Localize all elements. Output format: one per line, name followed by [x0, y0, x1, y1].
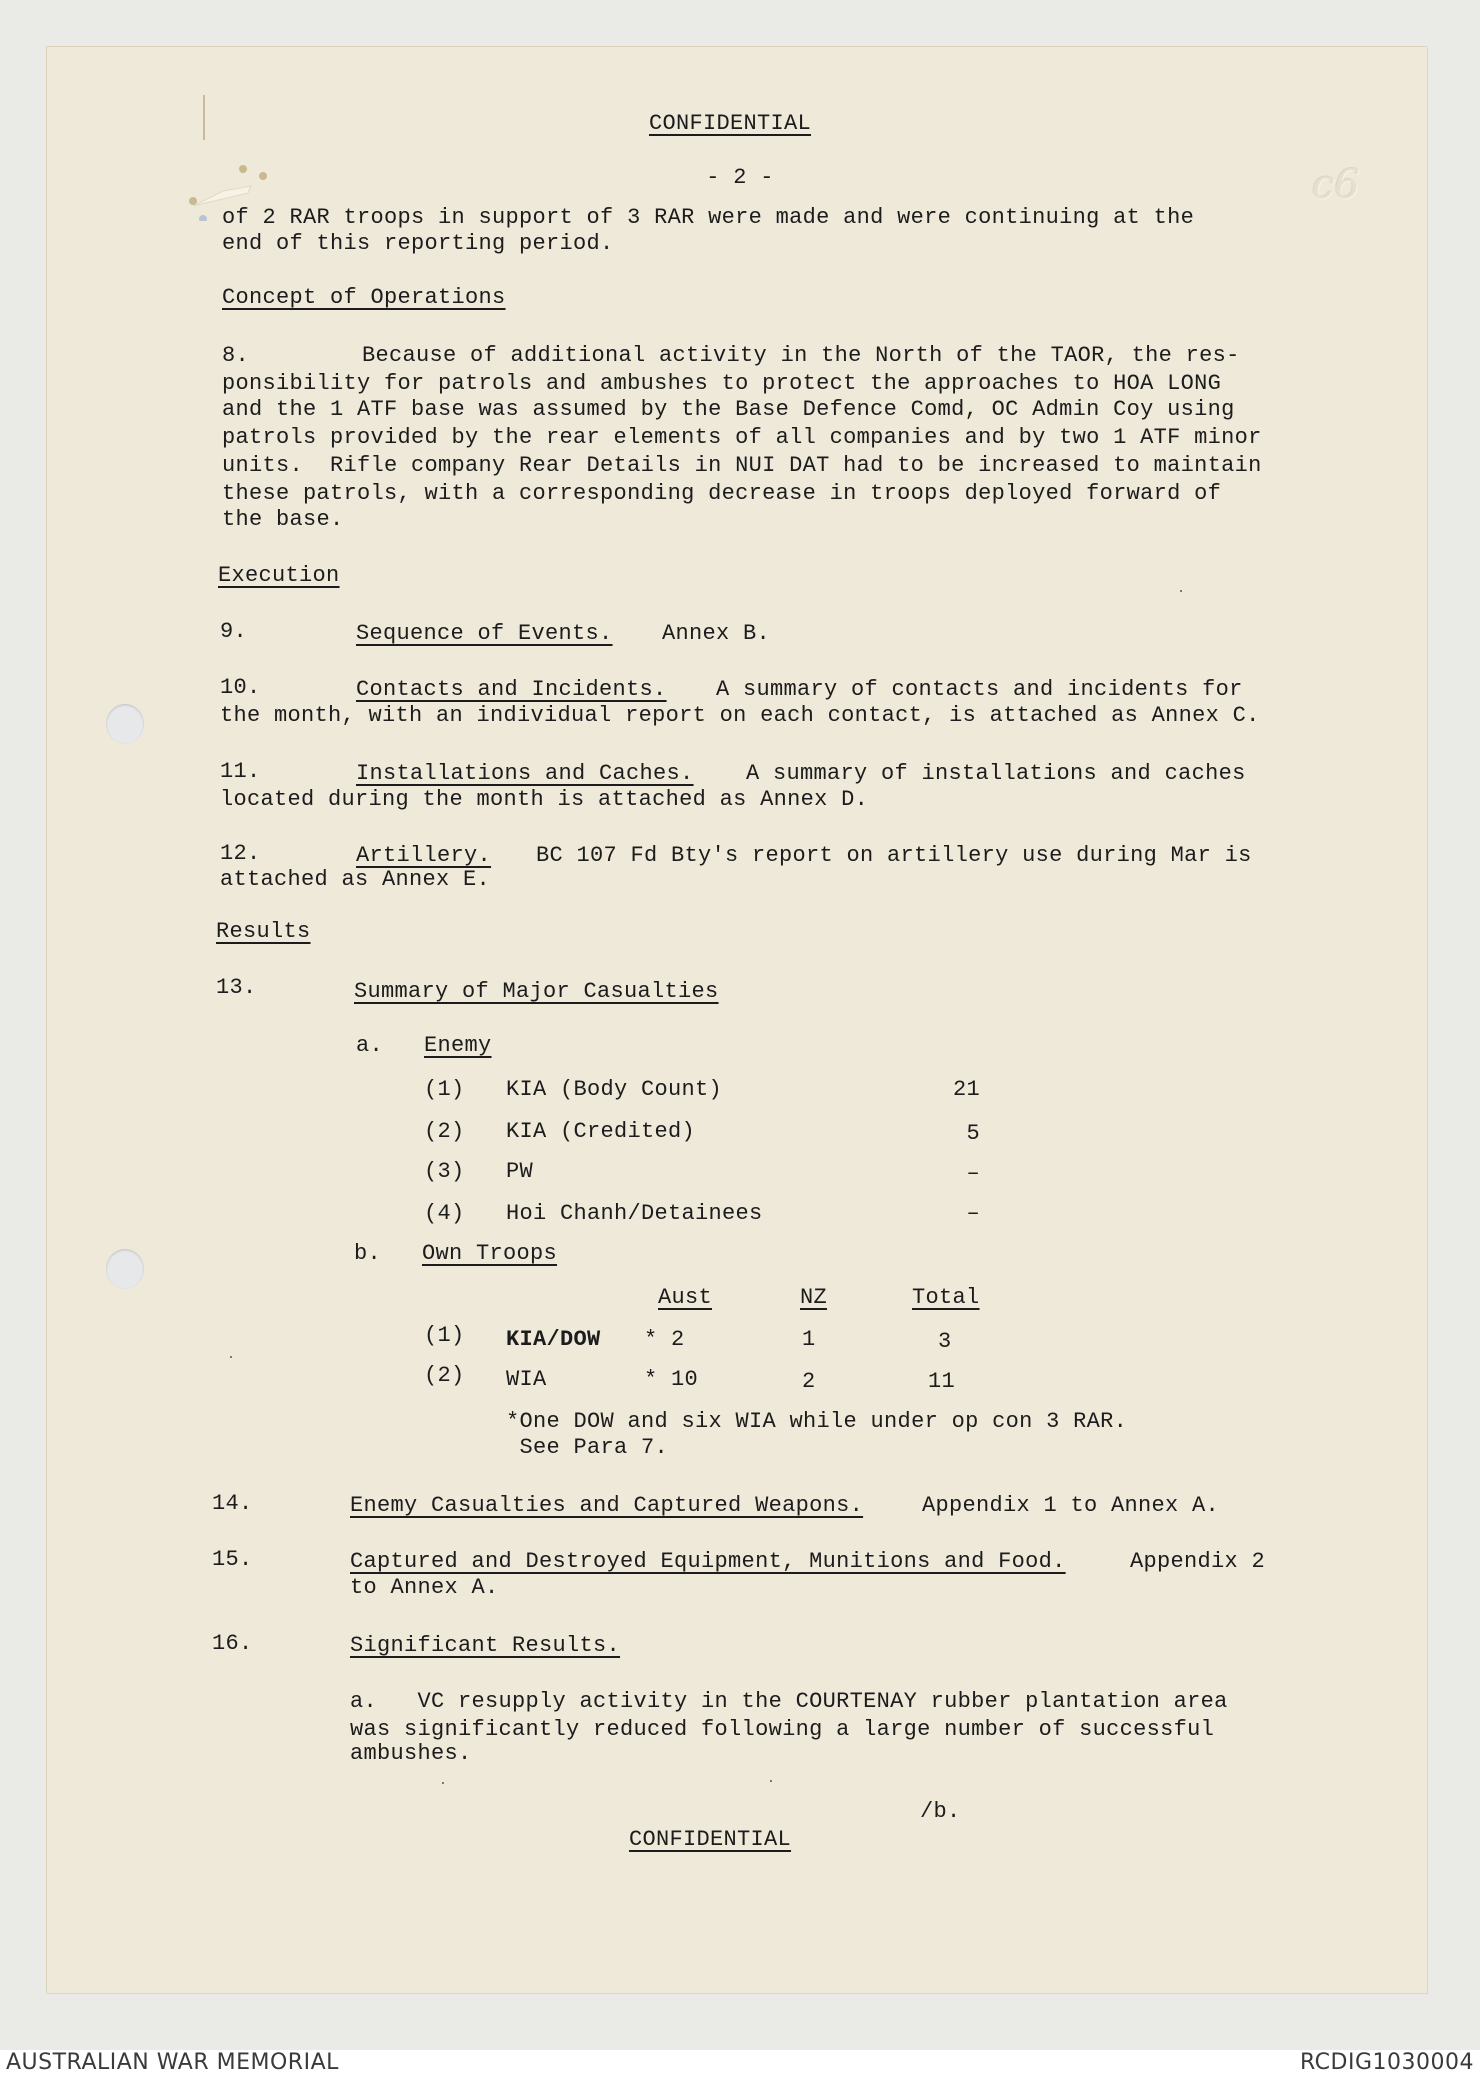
- sub-label: a.: [356, 1033, 384, 1058]
- row-value: 21: [952, 1077, 980, 1102]
- para-number: 13.: [216, 975, 257, 1000]
- row-number: (4): [424, 1201, 465, 1226]
- para-line: ambushes.: [350, 1741, 472, 1766]
- intro-line: of 2 RAR troops in support of 3 RAR were made and were continuing at the: [222, 205, 1195, 230]
- row-aust: * 2: [644, 1327, 685, 1352]
- para-line: to Annex A.: [350, 1575, 499, 1600]
- continuation-marker: /b.: [920, 1799, 961, 1824]
- row-number: (1): [424, 1077, 465, 1102]
- classification-header: CONFIDENTIAL: [648, 111, 812, 136]
- para-title: Sequence of Events.: [356, 621, 613, 646]
- para-title: Significant Results.: [350, 1633, 621, 1658]
- punch-hole-bottom: [106, 1249, 144, 1289]
- section-heading-results: Results: [216, 919, 311, 944]
- section-heading-concept: Concept of Operations: [222, 285, 506, 310]
- para-title: Enemy Casualties and Captured Weapons.: [350, 1493, 864, 1518]
- para-number: 16.: [212, 1631, 253, 1656]
- row-label: PW: [506, 1159, 534, 1184]
- para-title: Contacts and Incidents.: [356, 677, 667, 702]
- row-label: KIA (Credited): [506, 1119, 696, 1144]
- column-header: NZ: [800, 1285, 828, 1310]
- row-total: 11: [928, 1369, 956, 1394]
- row-value: –: [966, 1161, 980, 1186]
- footnote-line: *One DOW and six WIA while under op con 3 RAR.: [506, 1409, 1128, 1434]
- punch-hole-top: [106, 704, 144, 744]
- column-header: Total: [912, 1285, 980, 1310]
- paper-speck: [770, 1780, 772, 1782]
- row-label: KIA/DOW: [506, 1327, 601, 1352]
- para-text: Appendix 2: [1130, 1549, 1266, 1574]
- row-number: (2): [424, 1119, 465, 1144]
- section-heading-execution: Execution: [218, 563, 340, 588]
- para-text: BC 107 Fd Bty's report on artillery use during Mar is: [536, 843, 1252, 868]
- para-line: patrols provided by the rear elements of all companies and by two 1 ATF minor: [222, 425, 1262, 450]
- institution-label: AUSTRALIAN WAR MEMORIAL: [6, 2050, 339, 2075]
- paper-speck: [230, 1356, 232, 1358]
- row-number: (1): [424, 1323, 465, 1348]
- para-title: Artillery.: [356, 843, 492, 868]
- para-line: attached as Annex E.: [220, 867, 491, 892]
- para-text: Appendix 1 to Annex A.: [922, 1493, 1220, 1518]
- para-line: Because of additional activity in the North of the TAOR, the res-: [362, 343, 1240, 368]
- row-label: Hoi Chanh/Detainees: [506, 1201, 763, 1226]
- footnote-line: See Para 7.: [506, 1435, 669, 1460]
- row-nz: 2: [802, 1369, 816, 1394]
- row-value: –: [966, 1201, 980, 1226]
- row-number: (3): [424, 1159, 465, 1184]
- para-title: Installations and Caches.: [356, 761, 694, 786]
- paper-tear-mark: [203, 95, 205, 140]
- para-number: 12.: [220, 841, 261, 866]
- page-number: - 2 -: [706, 165, 774, 190]
- paper-speck: [1180, 590, 1182, 592]
- para-number: 9.: [220, 619, 248, 644]
- para-title: Captured and Destroyed Equipment, Munitions and Food.: [350, 1549, 1066, 1574]
- para-text: A summary of installations and caches: [746, 761, 1246, 786]
- para-number: 14.: [212, 1491, 253, 1516]
- row-total: 3: [938, 1329, 952, 1354]
- intro-line: end of this reporting period.: [222, 231, 614, 256]
- para-line: these patrols, with a corresponding decrease in troops deployed forward of: [222, 481, 1222, 506]
- row-nz: 1: [802, 1327, 816, 1352]
- para-line: a. VC resupply activity in the COURTENAY rubber plantation area: [350, 1689, 1228, 1714]
- sub-title-own-troops: Own Troops: [422, 1241, 558, 1266]
- embossed-page-mark: c6: [1312, 162, 1360, 208]
- para-number: 8.: [222, 343, 250, 368]
- para-line: units. Rifle company Rear Details in NUI DAT had to be increased to maintain: [222, 453, 1262, 478]
- record-id: RCDIG1030004: [1299, 2050, 1474, 2075]
- row-aust: * 10: [644, 1367, 699, 1392]
- para-number: 15.: [212, 1547, 253, 1572]
- para-line: the base.: [222, 507, 344, 532]
- row-number: (2): [424, 1363, 465, 1388]
- row-label: WIA: [506, 1367, 547, 1392]
- classification-footer: CONFIDENTIAL: [628, 1827, 792, 1852]
- para-line: ponsibility for patrols and ambushes to protect the approaches to HOA LONG: [222, 371, 1222, 396]
- para-number: 11.: [220, 759, 261, 784]
- row-label: KIA (Body Count): [506, 1077, 723, 1102]
- para-text: A summary of contacts and incidents for: [716, 677, 1243, 702]
- row-value: 5: [966, 1121, 980, 1146]
- para-line: the month, with an individual report on each contact, is attached as Annex C.: [220, 703, 1260, 728]
- para-number: 10.: [220, 675, 261, 700]
- para-line: was significantly reduced following a large number of successful: [350, 1717, 1215, 1742]
- para-title: Summary of Major Casualties: [354, 979, 719, 1004]
- para-line: and the 1 ATF base was assumed by the Base Defence Comd, OC Admin Coy using: [222, 397, 1235, 422]
- paper-speck: [442, 1782, 444, 1784]
- column-header: Aust: [658, 1285, 713, 1310]
- sub-label: b.: [354, 1241, 382, 1266]
- sub-title-enemy: Enemy: [424, 1033, 492, 1058]
- para-text: Annex B.: [662, 621, 771, 646]
- para-line: located during the month is attached as Annex D.: [220, 787, 869, 812]
